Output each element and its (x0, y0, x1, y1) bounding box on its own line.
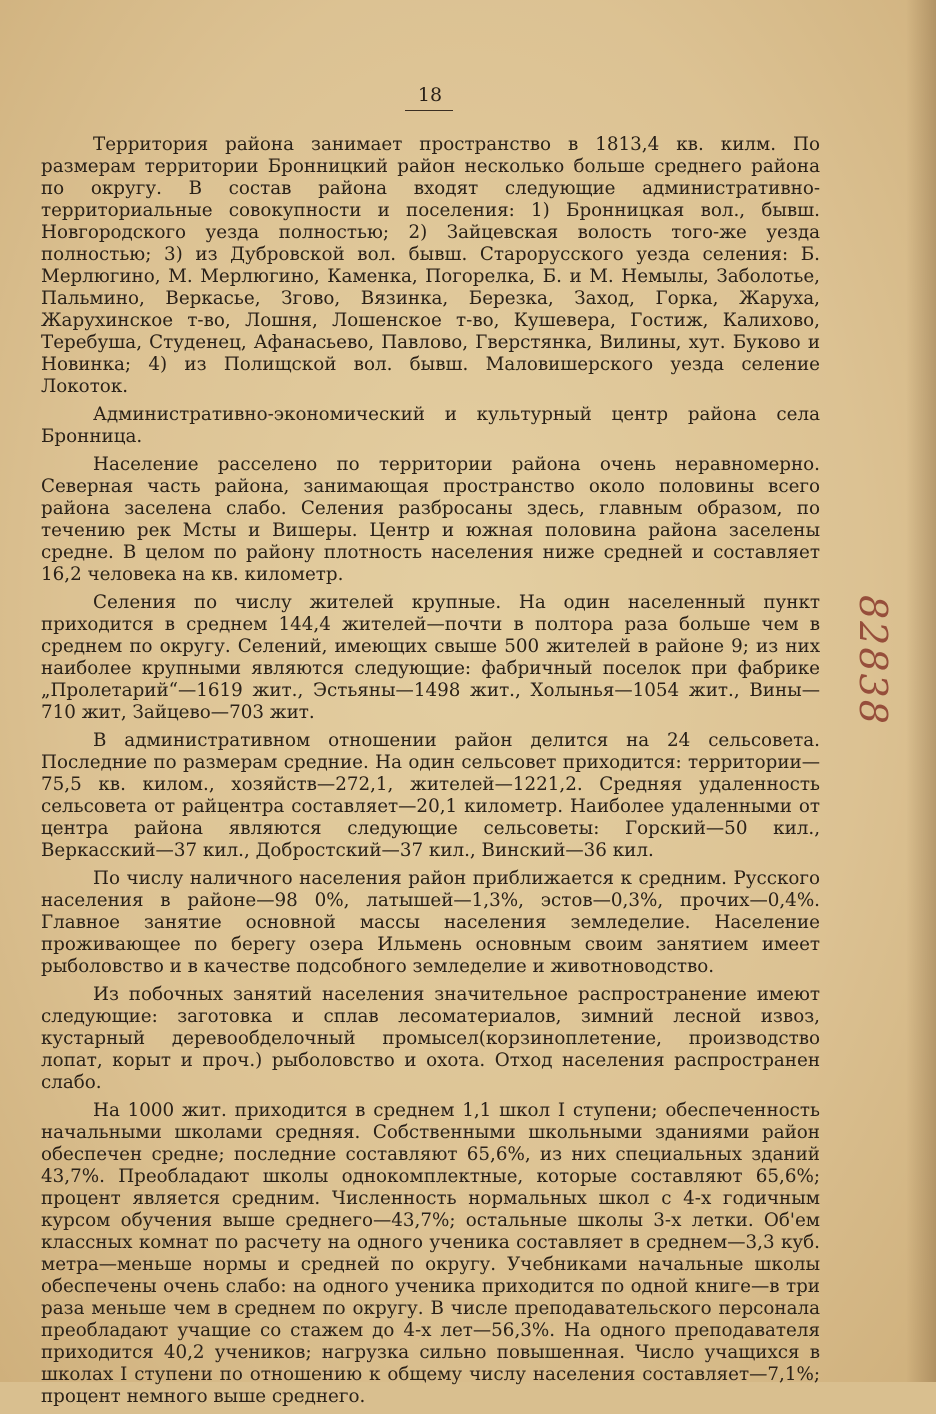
body-text (41, 134, 820, 1414)
paragraph: Из побочных занятий населения значительное распространение имеют следующие: заготовка и сплав лесоматериалов, зимний лесной извоз, кустарный деревообделочный промысел(корзиноплетение, производство лопат, корыт и проч.) рыболовство и охота. Отход населения распространен слабо. (41, 984, 820, 1093)
page-number: 18 (417, 84, 443, 106)
page-number-rule (405, 110, 453, 111)
paragraph: По числу наличного населения район приближается к средним. Русского населения в районе—98 0%, латышей—1,3%, эстов—0,3%, прочих—0,4%. Главное занятие основной массы населения земледелие. Население проживающее по берегу озера Ильмень основным своим занятием имеет рыболовство и в качестве подсобного земледелие и животноводство. (41, 868, 820, 977)
handwritten-margin-note: 82838 (851, 595, 895, 726)
paragraph: Территория района занимает пространство в 1813,4 кв. килм. По размерам территории Бронницкий район несколько больше среднего района по округу. В состав района входят следующие административно- территориальные совокупности и поселения: 1) Бронницкая вол., бывш. Новгородского уезда полностью; 2) Зайцевская волость того-же уезда полностью; 3) из Дубровской вол. бывш. Старорусского уезда селения: Б. Мерлюгино, М. Мерлюгино, Каменка, Погорелка, Б. и М. Немылы, Заболотье, Пальмино, Веркасье, Згово, Вязинка, Березка, Заход, Горка, Жаруха, Жарухинское т-во, Лошня, Лошенское т-во, Кушевера, Гостиж, Калихово, Теребуша, Студенец, Афанасьево, Павлово, Гверстянка, Вилины, хут. Буково и Новинка; 4) из Полищской вол. бывш. Маловишерского уезда селение Локоток. (41, 134, 820, 397)
page-edge-shadow (906, 0, 936, 1382)
paragraph: В административном отношении район делится на 24 сельсовета. Последние по размерам средние. На один сельсовет приходится: территории—75,5 кв. килом., хозяйств—272,1, жителей—1221,2. Средняя удаленность сельсовета от райцентра составляет—20,1 километр. Наиболее удаленными от центра района являются следующие сельсоветы: Горский—50 кил., Веркасский—37 кил., Добростский—37 кил., Винский—36 кил. (41, 730, 820, 861)
paragraph: Население расселено по территории района очень неравномерно. Северная часть района, занимающая пространство около половины всего района заселена слабо. Селения разбросаны здесь, главным образом, по течению рек Мсты и Вишеры. Центр и южная половина района заселены средне. В целом по району плотность населения ниже средней и составляет 16,2 человека на кв. километр. (41, 454, 820, 585)
paragraph: На 1000 жит. приходится в среднем 1,1 школ I ступени; обеспеченность начальными школами средняя. Собственными школьными зданиями район обеспечен средне; последние составляют 65,6%, из них специальных зданий 43,7%. Преобладают школы однокомплектные, которые составляют 65,6%; процент является средним. Численность нормальных школ с 4-х годичным курсом обучения выше среднего—43,7%; остальные школы 3-х летки. Об'ем классных комнат по расчету на одного ученика составляет в среднем—3,3 куб. метра—меньше нормы и средней по округу. Учебниками начальные школы обеспечены очень слабо: на одного ученика приходится по одной книге—в три раза меньше чем в среднем по округу. В числе преподавательского персонала преобладают учащие со стажем до 4-х лет—56,3%. На одного преподавателя приходится 40,2 учеников; нагрузка сильно повышенная. Число учащихся в школах I ступени по отношению к общему числу населения составляет—7,1%; процент немного выше среднего. (41, 1100, 820, 1407)
paragraph: Селения по числу жителей крупные. На один населенный пункт приходится в среднем 144,4 жителей—почти в полтора раза больше чем в среднем по округу. Селений, имеющих свыше 500 жителей в районе 9; из них наиболее крупными являются следующие: фабричный поселок при фабрике „Пролетарий“—1619 жит., Эстьяны—1498 жит., Холынья—1054 жит., Вины—710 жит, Зайцево—703 жит. (41, 592, 820, 723)
paragraph: Административно-экономический и культурный центр района села Бронница. (41, 404, 820, 447)
